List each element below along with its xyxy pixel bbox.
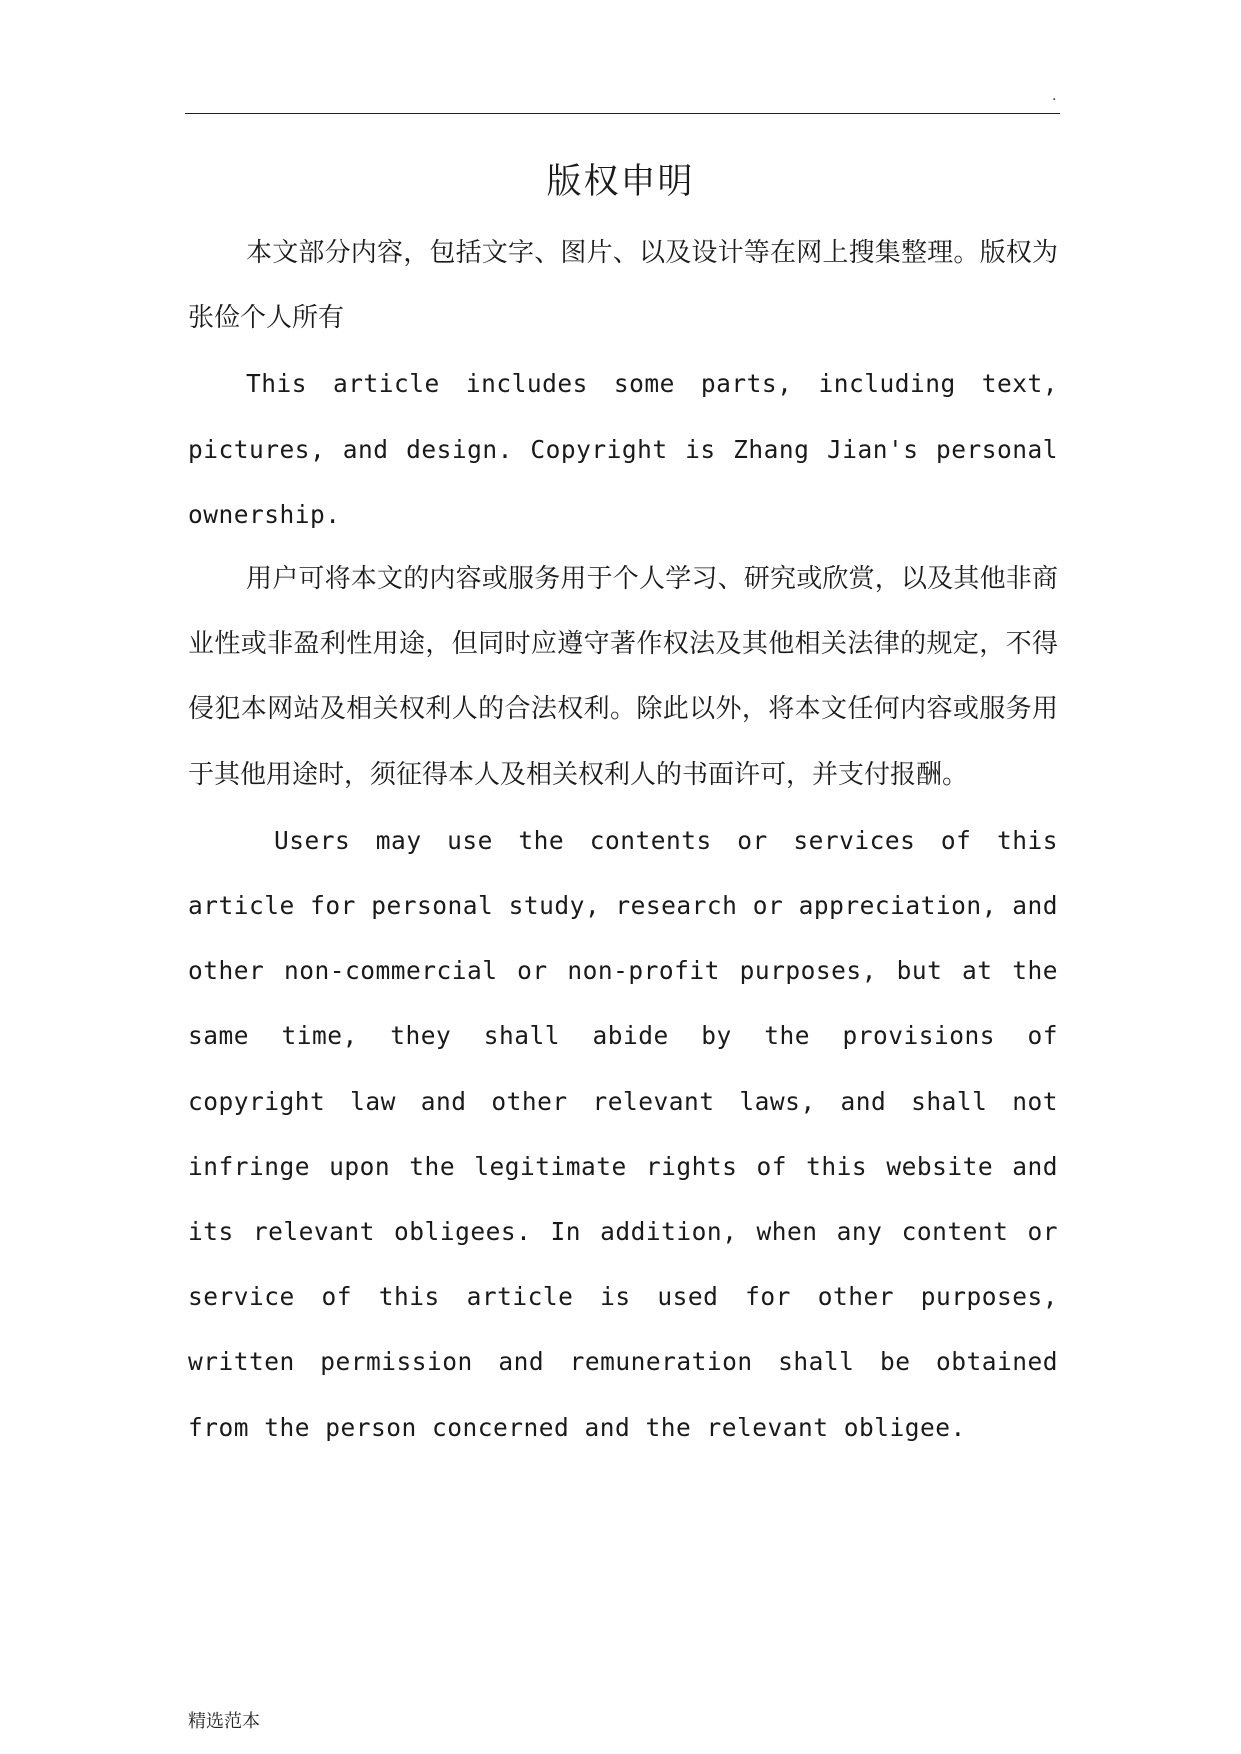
paragraph-en-copyright: This article includes some parts, including text, pictures, and design. Copyright is Zhang Jian's personal ownership.: [188, 369, 1058, 529]
paragraph-cn-copyright: 本文部分内容，包括文字、图片、以及设计等在网上搜集整理。版权为张俭个人所有: [188, 238, 1058, 334]
page-title: 版权申明: [546, 162, 695, 202]
footer-label: 精选范本: [188, 1711, 260, 1732]
paragraph-en-usage: Users may use the contents or services of this article for personal study, research or appreciation, and other non-commercial or non-profit purposes, but at the same time, they shall abide by the provisions of copyright law and other relevant laws, and shall not infringe upon the legitimate rights of this website and its relevant obligees. In addition, when any content or service of this article is used for other purposes, written permission and remuneration shall be obtained from the person concerned and the relevant obligee.: [188, 825, 1058, 1442]
document-body: [188, 221, 1058, 1460]
header-mark: .: [1052, 88, 1057, 104]
header-divider: [185, 113, 1060, 114]
paragraph-cn-usage: 用户可将本文的内容或服务用于个人学习、研究或欣赏，以及其他非商业性或非盈利性用途，但同时应遵守著作权法及其他相关法律的规定，不得侵犯本网站及相关权利人的合法权利。除此以外，将本文任何内容或服务用于其他用途时，须征得本人及相关权利人的书面许可，并支付报酬。: [188, 564, 1058, 790]
